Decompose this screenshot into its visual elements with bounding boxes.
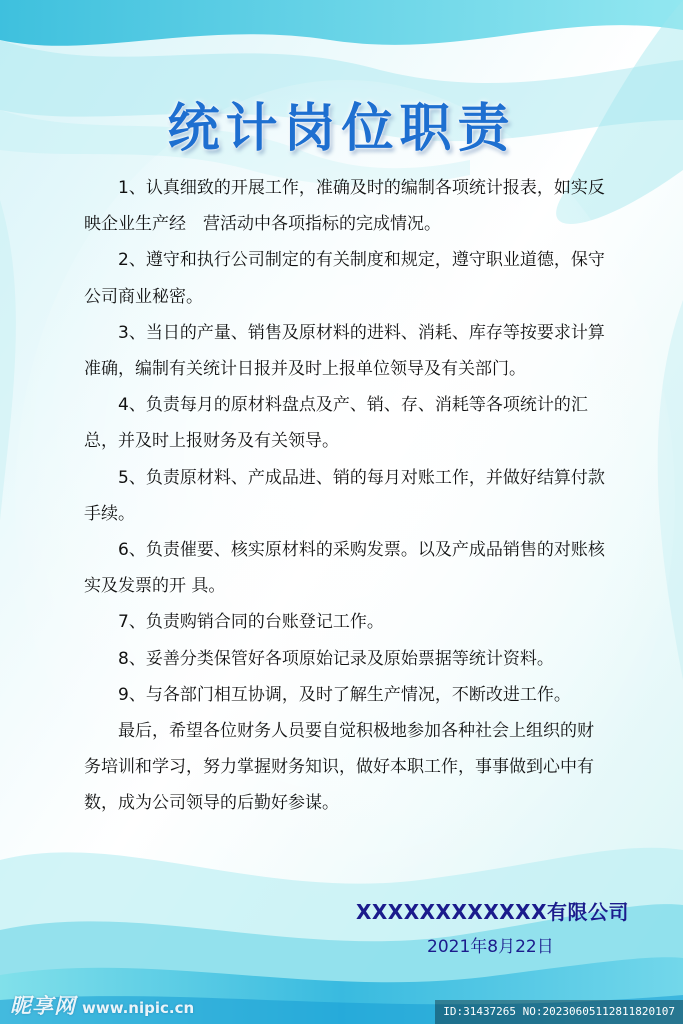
issue-date: 2021年8月22日 <box>427 937 554 957</box>
duty-item: 7、负责购销合同的台账登记工作。 <box>118 612 384 633</box>
watermark-logo <box>10 990 194 1020</box>
duty-item: 9、与各部门相互协调，及时了解生产情况，不断改进工作。 <box>118 684 571 705</box>
duty-item: 4、负责每月的原材料盘点及产、销、存、消耗等各项统计的汇总，并及时上报财务及有关领导。 <box>84 395 588 452</box>
page-title: 统计岗位职责 <box>167 99 516 159</box>
duty-item: 6、负责催要、核实原材料的采购发票。以及产成品销售的对账核实及发票的开 具。 <box>84 540 605 597</box>
closing-paragraph: 最后，希望各位财务人员要自觉积极地参加各种社会上组织的财务培训和学习，努力掌握财务知识，做好本职工作，事事做到心中有数，成为公司领导的后勤好参谋。 <box>84 721 594 814</box>
duty-item: 1、认真细致的开展工作，准确及时的编制各项统计报表，如实反映企业生产经 营活动中各项指标的完成情况。 <box>84 178 605 235</box>
duty-item: 3、当日的产量、销售及原材料的进料、消耗、库存等按要求计算准确，编制有关统计日报并及时上报单位领导及有关部门。 <box>84 322 605 380</box>
watermark-brand: 昵享网 <box>10 994 76 1018</box>
company-name: XXXXXXXXXXXX有限公司 <box>355 900 629 924</box>
watermark-id: ID:31437265 NO:20230605112811820107 <box>435 1000 683 1024</box>
duty-item: 2、遵守和执行公司制定的有关制度和规定，遵守职业道德，保守公司商业秘密。 <box>84 250 605 307</box>
duty-item: 8、妥善分类保管好各项原始记录及原始票据等统计资料。 <box>118 648 554 669</box>
duty-list <box>84 170 606 822</box>
duty-item: 5、负责原材料、产成品进、销的每月对账工作，并做好结算付款手续。 <box>84 467 605 524</box>
watermark-url: www.nipic.cn <box>82 999 195 1017</box>
